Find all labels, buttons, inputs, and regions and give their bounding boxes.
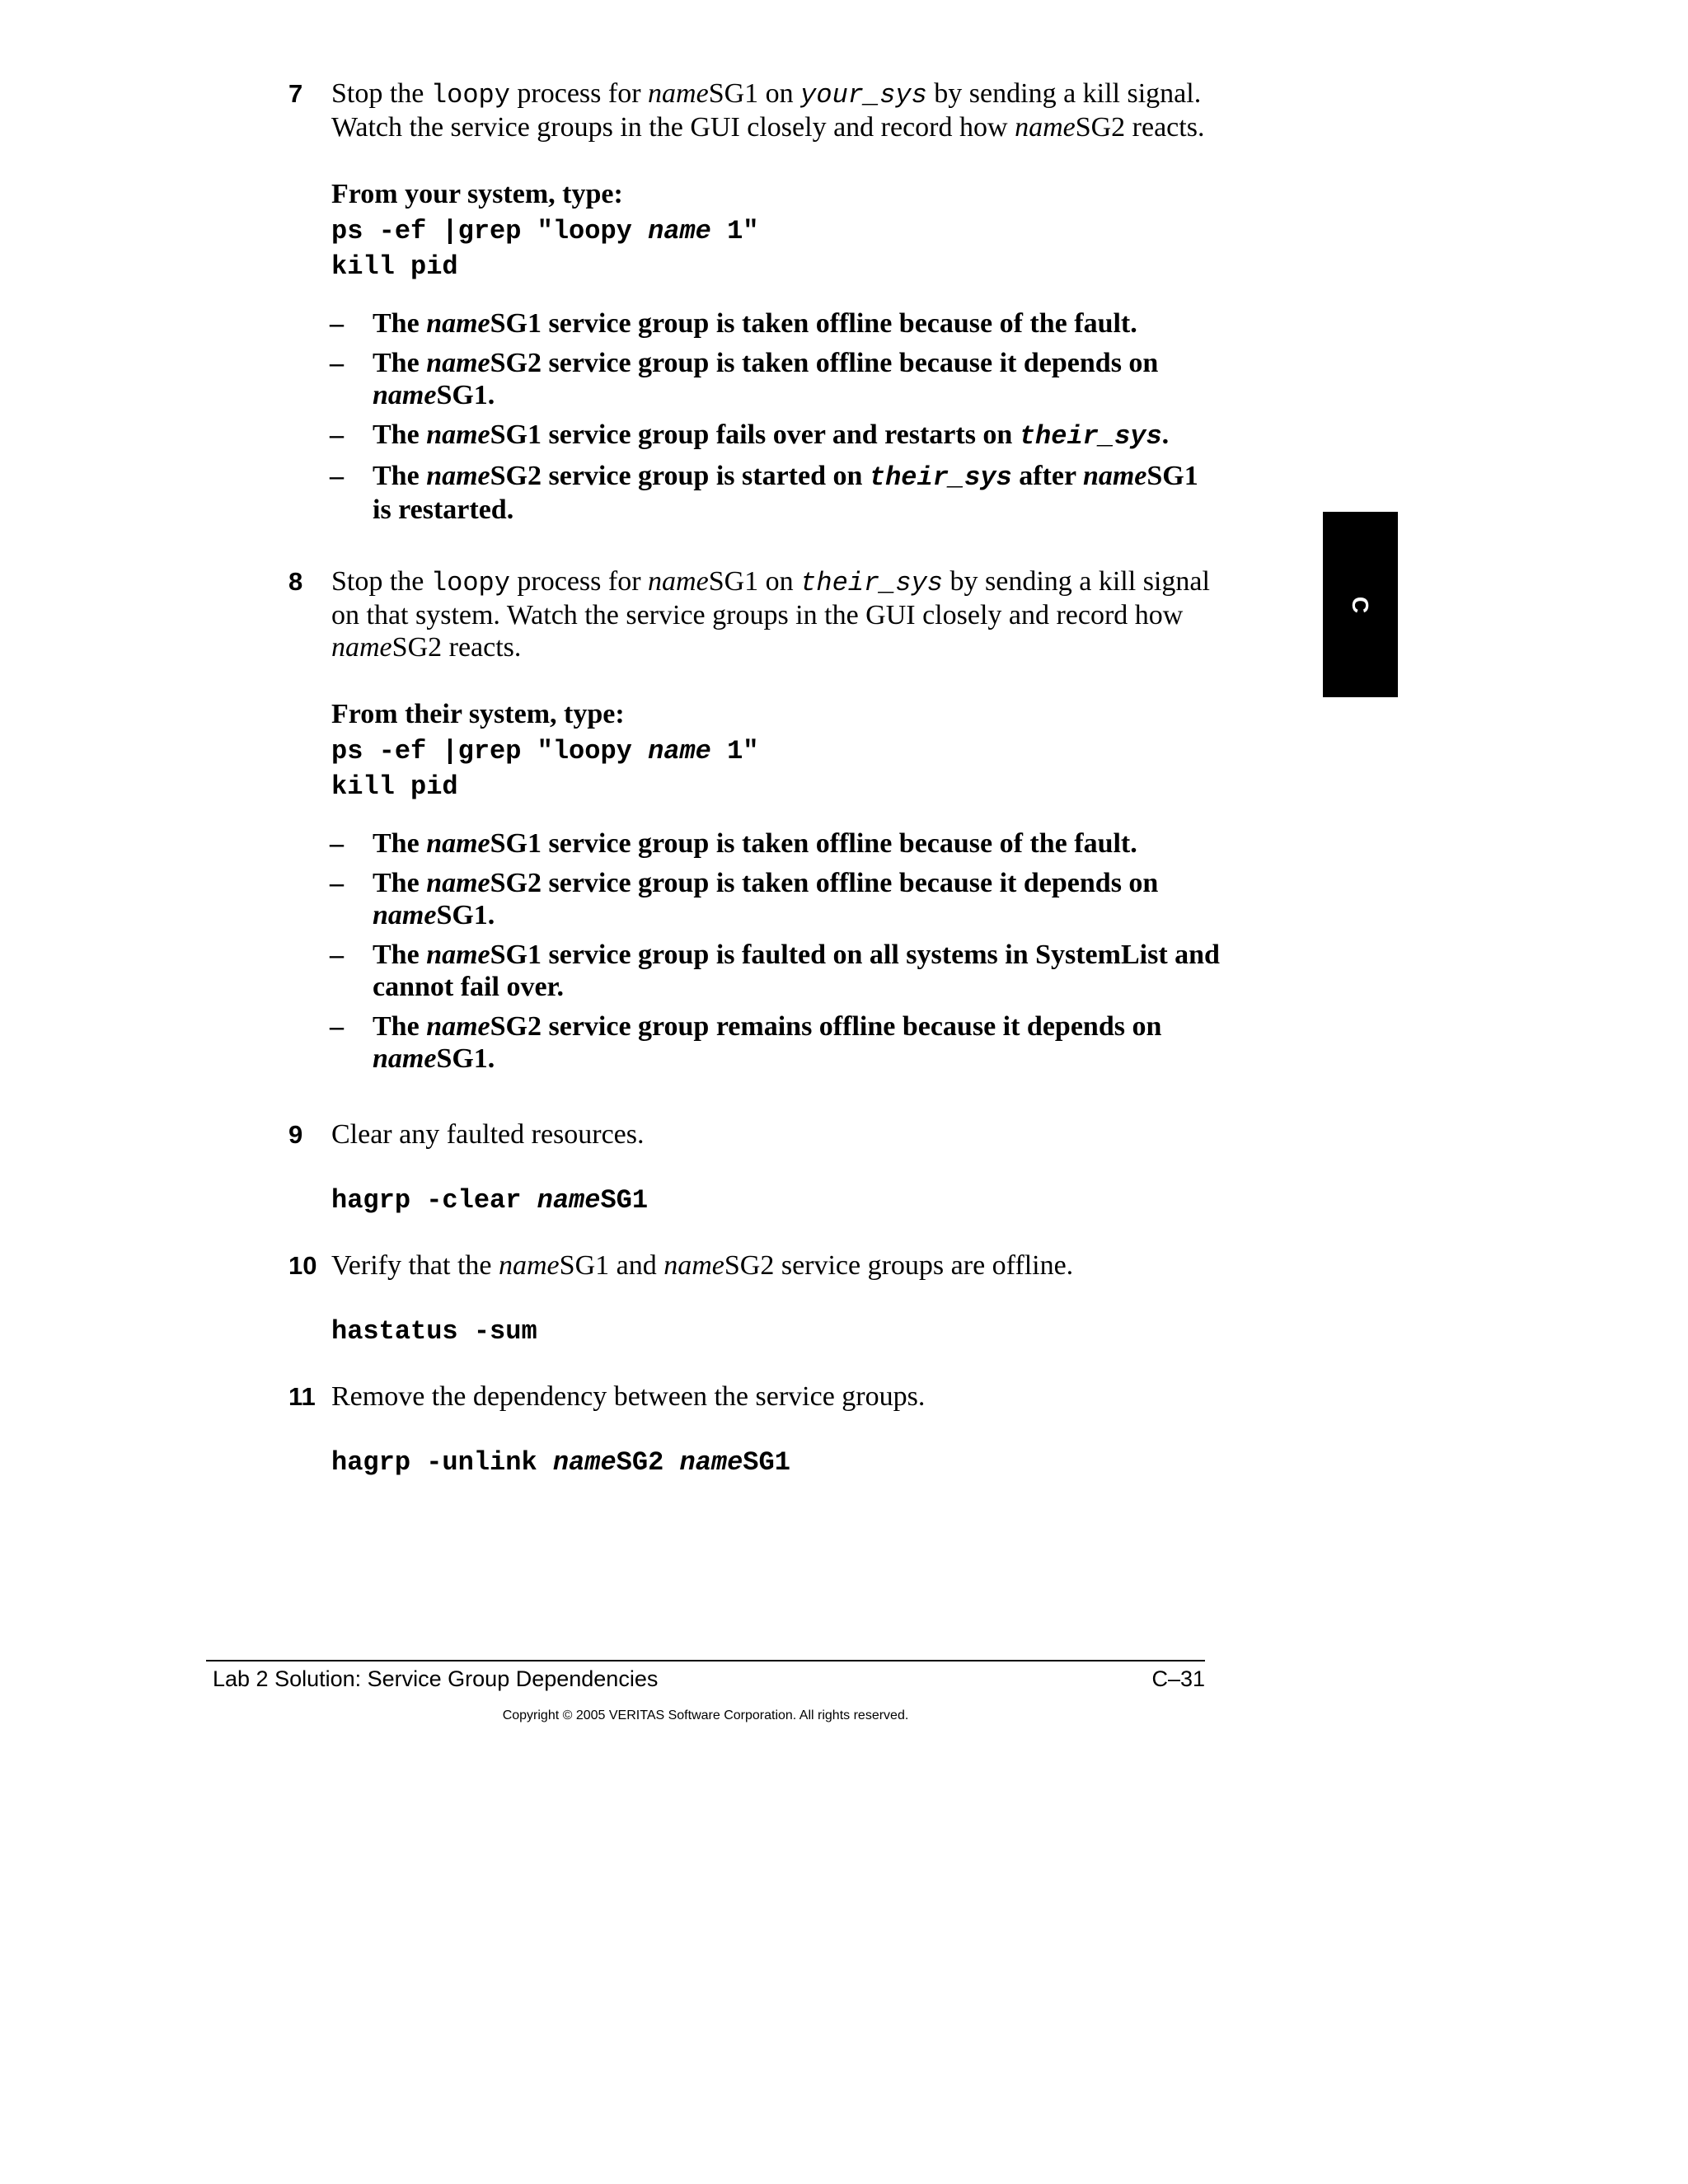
- step-number: 10: [288, 1251, 317, 1280]
- step-number: 8: [288, 567, 303, 596]
- step-number: 9: [288, 1120, 303, 1149]
- step-instruction: Verify that the nameSG1 and nameSG2 service groups are offline.: [331, 1250, 1074, 1281]
- list-item: – The nameSG2 service group is started on their_sys after nameSG1 is restarted.: [330, 461, 1198, 525]
- code-block: [331, 733, 1221, 804]
- step-heading: From their system, type:: [331, 699, 625, 729]
- step-number: 11: [288, 1382, 316, 1411]
- step-instruction: Stop the loopy process for nameSG1 on your_sys by sending a kill signal. Watch the service groups in the GUI closely and record how nameSG2 reacts.: [331, 78, 1205, 143]
- step-number: 7: [288, 79, 303, 108]
- list-item: – The nameSG1 service group fails over and restarts on their_sys.: [330, 419, 1170, 452]
- footer-divider: [206, 1660, 1205, 1661]
- code-line: hagrp -unlink nameSG2 nameSG1: [331, 1447, 790, 1478]
- code-line: kill pid: [331, 771, 458, 802]
- page-number: C–31: [1151, 1666, 1205, 1691]
- code-block: [331, 213, 1221, 284]
- step-body: [331, 1118, 1221, 1218]
- result-list: [330, 307, 1221, 526]
- result-list: [330, 827, 1221, 1075]
- step-instruction: Stop the loopy process for nameSG1 on their_sys by sending a kill signal on that system. Watch the service groups in the GUI closely and record how nameSG2 reacts.: [331, 566, 1210, 663]
- step-body: [331, 565, 1221, 1082]
- step-body: [331, 1380, 1221, 1480]
- step-body: [331, 1249, 1221, 1349]
- copyright-notice: Copyright © 2005 VERITAS Software Corporation. All rights reserved.: [502, 1708, 909, 1722]
- list-item: – The nameSG2 service group is taken offline because it depends on nameSG1.: [330, 348, 1159, 410]
- list-item: – The nameSG1 service group is faulted on all systems in SystemList and cannot fail over.: [330, 940, 1220, 1002]
- list-item: – The nameSG1 service group is taken offline because of the fault.: [330, 308, 1137, 339]
- appendix-tab-label: C: [1348, 596, 1374, 613]
- step-instruction: Clear any faulted resources.: [331, 1119, 645, 1150]
- list-item: – The nameSG2 service group remains offline because it depends on nameSG1.: [330, 1011, 1162, 1074]
- footer-title: Lab 2 Solution: Service Group Dependencies: [213, 1666, 659, 1691]
- list-item: – The nameSG1 service group is taken offline because of the fault.: [330, 828, 1137, 859]
- code-line: ps -ef |grep "loopy name 1": [331, 216, 759, 246]
- appendix-tab: [1323, 512, 1398, 697]
- step-body: [331, 77, 1221, 533]
- list-item: – The nameSG2 service group is taken offline because it depends on nameSG1.: [330, 868, 1159, 930]
- step-instruction: Remove the dependency between the service groups.: [331, 1381, 926, 1412]
- code-line: ps -ef |grep "loopy name 1": [331, 736, 759, 766]
- step-heading: From your system, type:: [331, 179, 623, 209]
- code-line: kill pid: [331, 251, 458, 282]
- code-line: hastatus -sum: [331, 1316, 537, 1347]
- code-line: hagrp -clear nameSG1: [331, 1185, 649, 1216]
